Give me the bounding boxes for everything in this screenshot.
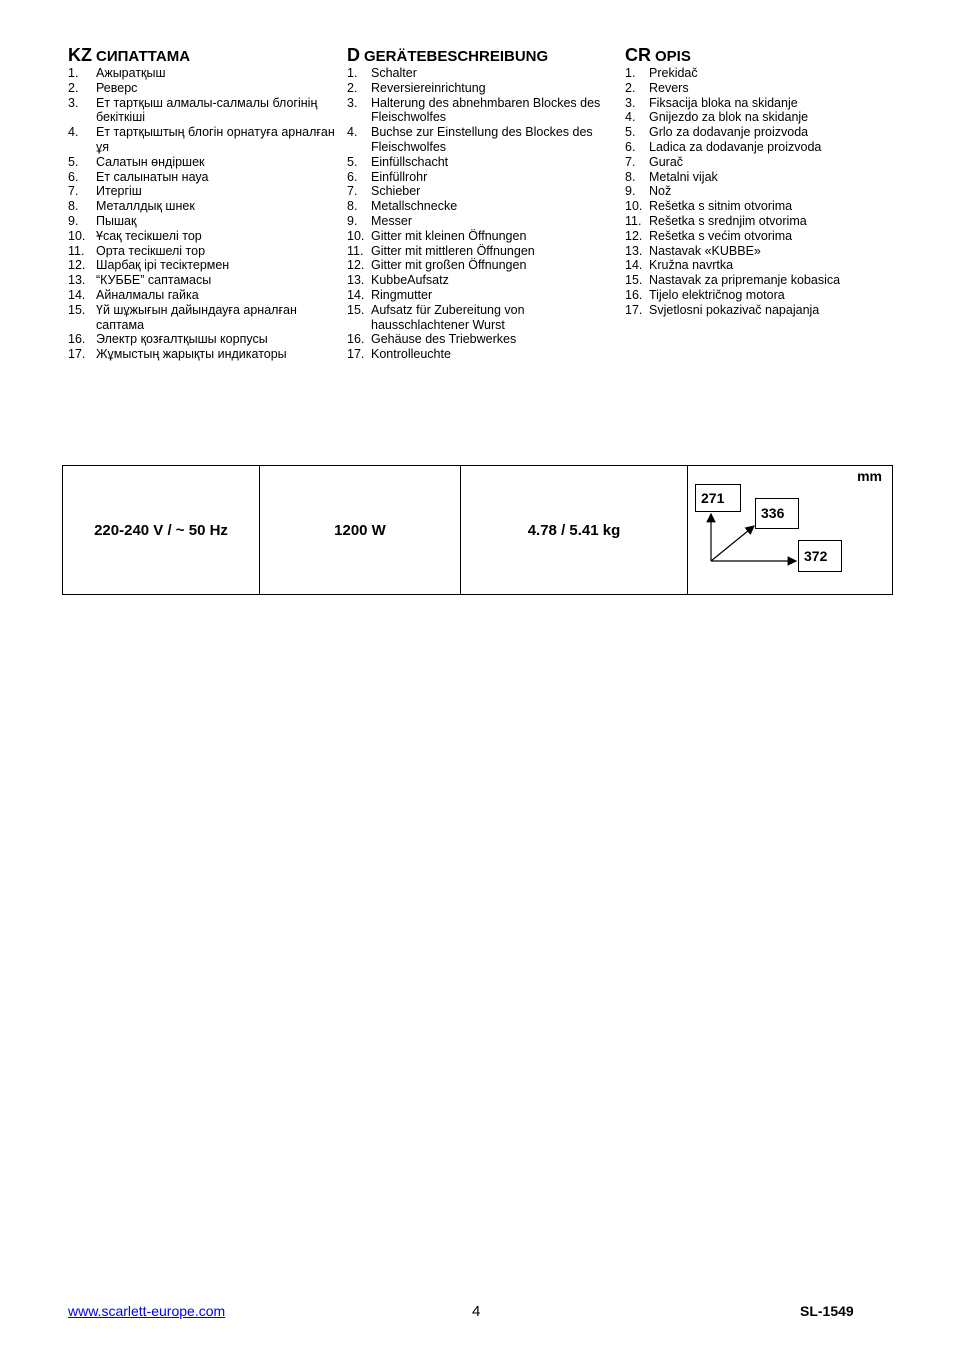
list-item [347, 229, 615, 244]
item-text: Үй шұжығын дайындауға арналған саптама [96, 302, 297, 332]
item-number: 11. [347, 243, 364, 258]
section-title: GERÄTEBESCHREIBUNG [364, 48, 549, 65]
dimension-height: 271 [695, 484, 741, 512]
list-item [347, 81, 615, 96]
model-number: SL-1549 [800, 1303, 854, 1319]
list-item [68, 81, 336, 96]
parts-list-kz [68, 66, 336, 362]
list-item [347, 170, 615, 185]
item-number: 14. [68, 287, 86, 302]
item-text: Buchse zur Einstellung des Blockes des Fleischwolfes [371, 125, 593, 154]
item-number: 14. [625, 258, 643, 273]
item-text: Einfüllschacht [371, 154, 449, 169]
item-text: Kružna navrtka [649, 258, 734, 273]
list-item [68, 244, 336, 259]
item-number: 15. [68, 302, 86, 317]
website-link[interactable]: www.scarlett-europe.com [68, 1303, 226, 1319]
list-item [347, 288, 615, 303]
item-number: 6. [347, 169, 358, 184]
list-item [68, 229, 336, 244]
item-number: 6. [68, 169, 79, 184]
section-code: D [347, 45, 360, 65]
item-text: Gurač [649, 154, 684, 169]
list-item [347, 155, 615, 170]
item-number: 17. [625, 302, 643, 317]
item-text: Ringmutter [371, 287, 433, 302]
list-item [625, 244, 893, 259]
section-d [347, 44, 615, 362]
item-text: Пышақ [96, 213, 137, 228]
parts-list-cr [625, 66, 893, 318]
item-number: 8. [347, 199, 358, 214]
item-number: 6. [625, 139, 636, 154]
item-text: Gitter mit großen Öffnungen [371, 258, 527, 273]
list-item [68, 96, 336, 126]
item-text: Schieber [371, 184, 421, 199]
item-text: Салатын өндіршек [96, 154, 205, 169]
item-number: 14. [347, 287, 365, 302]
unit-label: mm [857, 468, 882, 484]
item-number: 4. [347, 125, 358, 140]
item-number: 12. [68, 258, 86, 273]
item-text: Nož [649, 184, 672, 199]
list-item [625, 184, 893, 199]
list-item [625, 140, 893, 155]
item-number: 8. [625, 169, 636, 184]
item-text: Gehäuse des Triebwerkes [371, 332, 517, 347]
item-text: Halterung des abnehmbaren Blockes des Fleischwolfes [371, 95, 601, 125]
list-item [68, 288, 336, 303]
section-heading-d [347, 44, 615, 66]
item-number: 17. [347, 347, 365, 362]
item-number: 2. [68, 80, 79, 95]
list-item [347, 303, 615, 333]
item-number: 9. [625, 184, 636, 199]
item-number: 4. [625, 110, 636, 125]
list-item [68, 214, 336, 229]
item-number: 5. [625, 125, 636, 140]
item-number: 5. [68, 154, 79, 169]
item-number: 15. [625, 273, 643, 288]
section-title: СИПАТТАМА [96, 48, 191, 65]
item-number: 8. [68, 199, 79, 214]
item-text: Ажыратқыш [96, 66, 166, 80]
list-item [347, 244, 615, 259]
item-number: 12. [347, 258, 365, 273]
list-item [68, 155, 336, 170]
item-number: 1. [68, 66, 79, 80]
list-item [625, 214, 893, 229]
list-item [68, 347, 336, 362]
item-number: 1. [625, 66, 636, 80]
item-number: 11. [68, 243, 85, 258]
list-item [347, 184, 615, 199]
list-item [68, 258, 336, 273]
section-cr [625, 44, 893, 318]
list-item [68, 332, 336, 347]
item-text: Rešetka s sitnim otvorima [649, 199, 793, 214]
item-text: Rešetka s većim otvorima [649, 228, 793, 243]
item-number: 15. [347, 302, 365, 317]
item-text: KubbeAufsatz [371, 273, 449, 288]
list-item [625, 110, 893, 125]
list-item [347, 214, 615, 229]
spec-dimensions [688, 466, 893, 595]
list-item [68, 170, 336, 185]
item-number: 3. [347, 95, 358, 110]
item-text: Svjetlosni pokazivač napajanja [649, 302, 820, 317]
item-number: 7. [625, 154, 636, 169]
list-item [347, 273, 615, 288]
item-text: Nastavak za pripremanje kobasica [649, 273, 841, 288]
item-number: 13. [625, 243, 643, 258]
item-text: Электр қозғалтқышы корпусы [96, 332, 268, 347]
item-number: 9. [68, 213, 79, 228]
item-text: Шарбақ ірі тесіктермен [96, 258, 230, 273]
item-number: 4. [68, 125, 79, 140]
list-item [347, 199, 615, 214]
parts-list-d [347, 66, 615, 362]
item-text: Айналмалы гайка [96, 287, 199, 302]
item-number: 2. [347, 80, 358, 95]
item-number: 17. [68, 347, 86, 362]
item-number: 5. [347, 154, 358, 169]
list-item [347, 66, 615, 81]
list-item [347, 332, 615, 347]
item-number: 3. [625, 95, 636, 110]
item-number: 13. [68, 273, 86, 288]
item-text: Einfüllrohr [371, 169, 428, 184]
spec-power: 1200 W [260, 466, 461, 595]
list-item [347, 258, 615, 273]
section-kz [68, 44, 336, 362]
section-title: OPIS [655, 48, 691, 65]
list-item [347, 125, 615, 155]
item-text: Rešetka s srednjim otvorima [649, 213, 807, 228]
item-text: Орта тесікшелі тор [96, 243, 206, 258]
list-item [347, 347, 615, 362]
list-item [68, 273, 336, 288]
list-item [625, 96, 893, 111]
item-text: Nastavak «KUBBE» [649, 243, 761, 258]
item-text: Tijelo električnog motora [649, 287, 785, 302]
item-number: 16. [625, 287, 643, 302]
item-text: Gitter mit mittleren Öffnungen [371, 243, 535, 258]
section-code: KZ [68, 45, 92, 65]
list-item [625, 170, 893, 185]
item-number: 7. [347, 184, 358, 199]
item-text: Fiksacija bloka na skidanje [649, 95, 798, 110]
item-text: Messer [371, 213, 412, 228]
spec-table [62, 465, 893, 595]
item-text: Итергіш [96, 184, 142, 199]
item-text: Ұсақ тесікшелі тор [96, 228, 202, 243]
item-number: 10. [68, 228, 86, 243]
dimension-width: 372 [798, 540, 842, 572]
item-number: 9. [347, 213, 358, 228]
item-text: Prekidač [649, 66, 698, 80]
item-number: 12. [625, 228, 643, 243]
list-item [625, 288, 893, 303]
item-text: Gitter mit kleinen Öffnungen [371, 228, 527, 243]
list-item [625, 199, 893, 214]
spec-voltage: 220-240 V / ~ 50 Hz [63, 466, 260, 595]
item-text: Metallschnecke [371, 199, 458, 214]
spec-weight: 4.78 / 5.41 kg [461, 466, 688, 595]
list-item [68, 199, 336, 214]
item-number: 3. [68, 95, 79, 110]
item-text: Revers [649, 80, 689, 95]
item-number: 10. [347, 228, 365, 243]
list-item [68, 66, 336, 81]
list-item [625, 273, 893, 288]
item-number: 11. [625, 213, 642, 228]
item-number: 2. [625, 80, 636, 95]
item-text: Kontrolleuchte [371, 347, 451, 362]
list-item [625, 66, 893, 81]
list-item [625, 258, 893, 273]
item-text: Ет салынатын науа [96, 169, 209, 184]
list-item [625, 229, 893, 244]
item-text: Gnijezdo za blok na skidanje [649, 110, 809, 125]
item-number: 1. [347, 66, 358, 80]
item-number: 16. [68, 332, 86, 347]
item-number: 7. [68, 184, 79, 199]
section-code: CR [625, 45, 651, 65]
item-number: 10. [625, 199, 643, 214]
item-text: Aufsatz für Zubereitung von hausschlachtener Wurst [371, 302, 525, 332]
item-text: “КУББЕ” саптамасы [96, 273, 212, 288]
item-text: Ет тартқыштың блогін орнатуға арналған ұя [96, 125, 335, 154]
item-number: 16. [347, 332, 365, 347]
item-number: 13. [347, 273, 365, 288]
list-item [625, 125, 893, 140]
dimension-depth: 336 [755, 498, 799, 529]
list-item [347, 96, 615, 126]
item-text: Металлдық шнек [96, 199, 195, 214]
item-text: Реверс [96, 80, 138, 95]
item-text: Ladica za dodavanje proizvoda [649, 139, 822, 154]
item-text: Ет тартқыш алмалы-салмалы блогінің бекіткіші [96, 95, 318, 125]
list-item [68, 184, 336, 199]
page-number: 4 [472, 1303, 481, 1320]
item-text: Reversiereinrichtung [371, 80, 486, 95]
list-item [625, 155, 893, 170]
list-item [68, 125, 336, 155]
list-item [68, 303, 336, 333]
item-text: Metalni vijak [649, 169, 718, 184]
item-text: Schalter [371, 66, 417, 80]
item-text: Grlo za dodavanje proizvoda [649, 125, 809, 140]
section-heading-cr [625, 44, 893, 66]
list-item [625, 303, 893, 318]
list-item [625, 81, 893, 96]
section-heading-kz [68, 44, 336, 66]
item-text: Жұмыстың жарықты индикаторы [96, 347, 287, 362]
